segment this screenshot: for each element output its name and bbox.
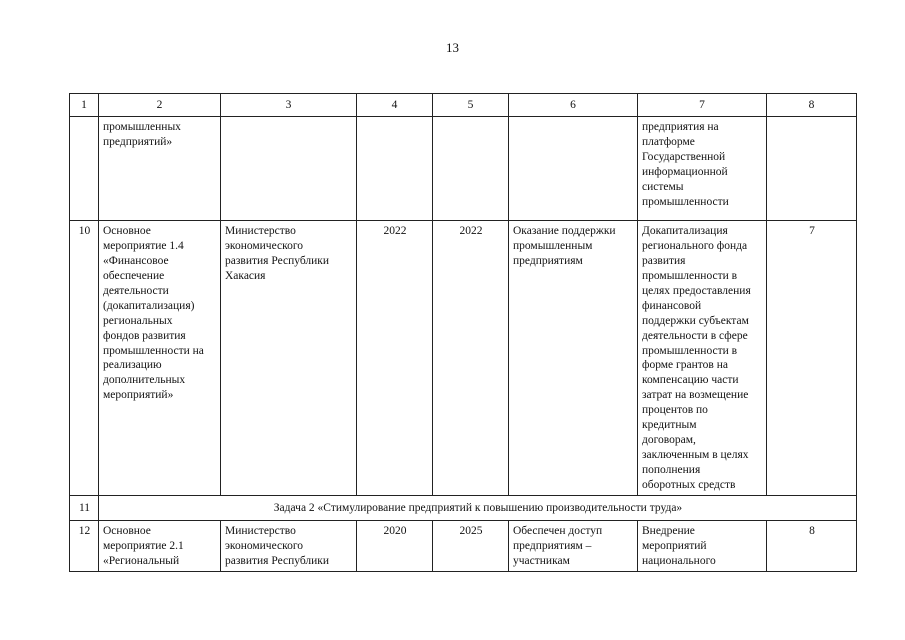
end-year-cell: 2022	[433, 221, 509, 496]
measure-name-cell: промышленных предприятий»	[99, 117, 221, 221]
measure-name-cell: Основное мероприятие 2.1 «Региональный	[99, 520, 221, 571]
table-row	[70, 520, 857, 571]
end-year-cell: 2025	[433, 520, 509, 571]
directions-cell: Докапитализация регионального фонда развития промышленности в целях предоставления финансовой поддержки субъектам деятельности в сфере промышленности в форме грантов на компенсацию части затрат на возмещение процентов по кредитным договорам, заключенным в целях пополнения оборотных средств	[638, 221, 767, 496]
executor-cell: Министерство экономического развития Республики	[221, 520, 357, 571]
indicator-cell: 7	[767, 221, 857, 496]
row-number: 11	[70, 495, 99, 520]
row-number	[70, 117, 99, 221]
header-col-3: 3	[221, 94, 357, 117]
start-year-cell	[357, 117, 433, 221]
result-cell: Обеспечен доступ предприятиям – участникам	[509, 520, 638, 571]
measure-name-cell: Основное мероприятие 1.4 «Финансовое обеспечение деятельности (докапитализация) региональных фондов развития промышленности на реализацию дополнительных мероприятий»	[99, 221, 221, 496]
result-cell: Оказание поддержки промышленным предприятиям	[509, 221, 638, 496]
row-number: 10	[70, 221, 99, 496]
result-cell	[509, 117, 638, 221]
start-year-cell: 2022	[357, 221, 433, 496]
table-row	[70, 221, 857, 496]
header-col-1: 1	[70, 94, 99, 117]
header-col-7: 7	[638, 94, 767, 117]
header-col-6: 6	[509, 94, 638, 117]
start-year-cell: 2020	[357, 520, 433, 571]
directions-cell: предприятия на платформе Государственной информационной системы промышленности	[638, 117, 767, 221]
indicator-cell: 8	[767, 520, 857, 571]
table-row	[70, 117, 857, 221]
end-year-cell	[433, 117, 509, 221]
row-number: 12	[70, 520, 99, 571]
page-number: 13	[446, 40, 459, 55]
header-col-5: 5	[433, 94, 509, 117]
measures-table	[69, 93, 857, 572]
header-col-8: 8	[767, 94, 857, 117]
header-col-2: 2	[99, 94, 221, 117]
indicator-cell	[767, 117, 857, 221]
directions-cell: Внедрение мероприятий национального	[638, 520, 767, 571]
header-col-4: 4	[357, 94, 433, 117]
executor-cell: Министерство экономического развития Республики Хакасия	[221, 221, 357, 496]
executor-cell	[221, 117, 357, 221]
task-title: Задача 2 «Стимулирование предприятий к повышению производительности труда»	[99, 495, 857, 520]
table-header-row	[70, 94, 857, 117]
task-row	[70, 495, 857, 520]
